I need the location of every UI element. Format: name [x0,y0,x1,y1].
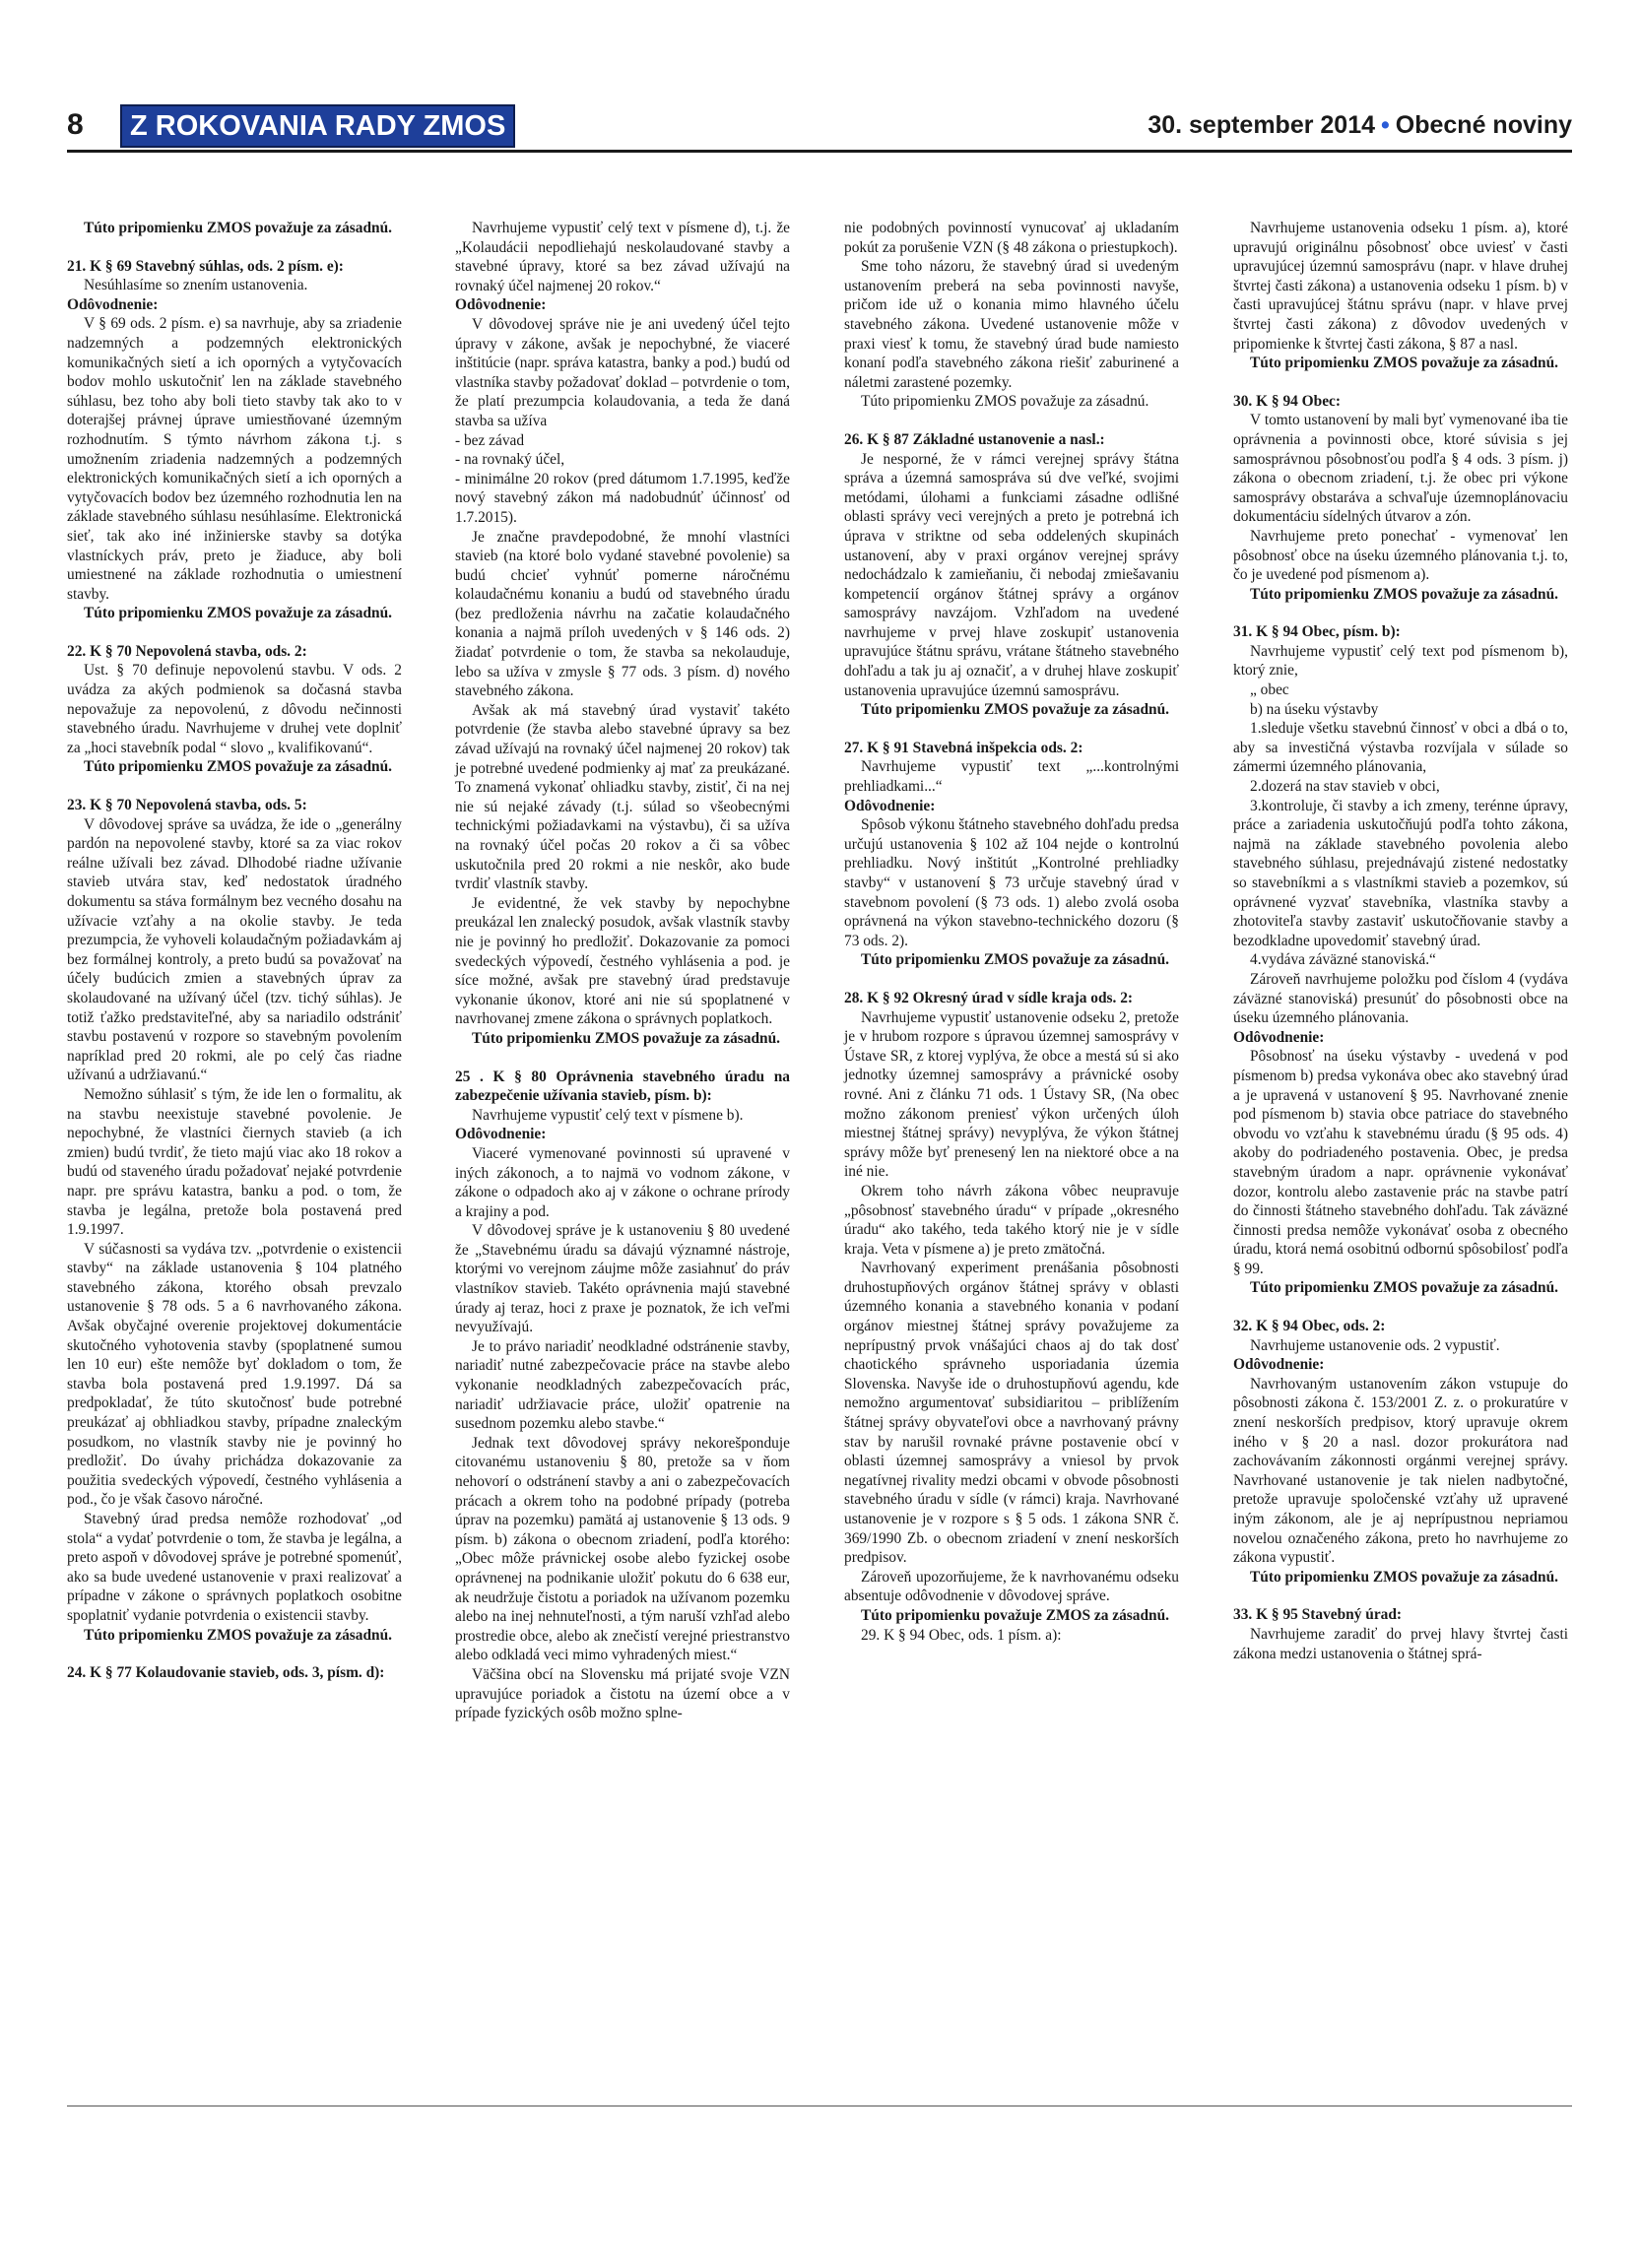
paragraph: V tomto ustanovení by mali byť vymenované iba tie oprávnenia a povinnosti obce, ktoré súvisia s jej samosprávnou pôsobnosťou podľa § 4 ods. 3 písm. j) zákona o obecnom zriadení, t.j. že obec pri výkone samosprávy obstaráva a schvaľuje územnoplánovaciu dokumentáciu sídelných útvarov a zón. [1233,412,1568,526]
issue-info [1148,102,1572,148]
paragraph: Navrhujeme vypustiť celý text v písmene b). [472,1106,744,1124]
section-heading: 28. K § 92 Okresný úrad v sídle kraja ods. 2: [844,989,1134,1006]
paragraph: Navrhujeme ustanovenie ods. 2 vypustiť. [1250,1336,1500,1354]
paragraph: V dôvodovej správe je k ustanoveniu § 80 uvedené že „Stavebnému úradu sa dávajú významné nástroje, ktorými vo verejnom záujme môže zasiahnuť do práv vlastníkov stavieb. Takéto oprávnenia majú stavebné úrady aj teraz, hoci z praxe je poznatok, že ich veľmi nevyužívajú. [455,1222,790,1336]
text-column-4 [1233,219,1568,1663]
section-heading: 30. K § 94 Obec: [1233,392,1342,410]
paragraph: „ obec [1250,681,1289,699]
paragraph: V dôvodovej správe sa uvádza, že ide o „generálny pardón na nepovolené stavby, ktoré sa za viac rokov reálne užívali bez závad. Dlhodobé riadne užívanie stavieb utvára stav, keď nedostatok úradného dokumentu sa stáva formálnym bez vecného dosahu na užívacie vzťahy a na okolie stavby. Je teda prezumpcia, že vyhoveli kolaudačným požiadavkám aj bez formálnej kontroly, a preto budú sa považovať na účely budúcich zmien a stavebných úprav za skolaudované na užívaný účel (tzv. tichý súhlas). Je totiž ťažko predstaviteľné, aby sa nariadilo odstrániť stavbu postavenú v rozpore so stavebným povolením napríklad pred 20 rokmi, ale po celý čas riadne užívanú a udržiavanú.“ [67,815,402,1084]
section-heading: 22. K § 70 Nepovolená stavba, ods. 2: [67,642,307,660]
issue-date: 30. september 2014 [1148,111,1376,139]
section-heading: 24. K § 77 Kolaudovanie stavieb, ods. 3, písm. d): [67,1664,385,1682]
paragraph: Ust. § 70 definuje nepovolenú stavbu. V ods. 2 uvádza za akých podmienok sa dočasná stavba nepovažuje za nepovolenú, z dôvodu nečinnosti stavebného úradu. Navrhujeme v druhej vete doplniť za „hoci stavebník podal “ slovo „ kvalifikovanú“. [67,662,402,756]
section-heading: 31. K § 94 Obec, písm. b): [1233,623,1401,641]
paragraph: - bez závad [455,431,525,449]
paragraph: Navrhovaný experiment prenášania pôsobnosti druhostupňových orgánov štátnej správy v oblasti územného konania a stavebného konania v podaní orgánov miestnej štátnej správy považujeme za neprípustný prvok vnášajúci chaos aj do tak dosť chaotického správneho usporiadania územia Slovenska. Navyše ide o druhostupňovú agendu, kde nemožno argumentovať subsidiaritou – priblížením štátnej správy obyvateľovi obce a navrhovaný právny stav by narušil rovnaké právne postavenie obcí v oblasti územnej samosprávy a vniesol by prvok negatívnej rivality medzi obcami v obvode pôsobnosti stavebného úradu v sídle (v rámci) kraja. Navrhované ustanovenie je v rozpore s § 5 ods. 1 zákona SNR č. 369/1990 Zb. o obecnom zriadení v znení neskorších predpisov. [844,1260,1179,1567]
verdict-line: Túto pripomienku ZMOS považuje za zásadnú. [1250,355,1558,372]
publication-name: Obecné noviny [1395,111,1572,139]
paragraph: Stavebný úrad predsa nemôže rozhodovať „od stola“ a vydať potvrdenie o tom, že stavba je legálna, a preto aspoň v dôvodovej správe je potrebné spomenúť, ako sa bude uvedené ustanovenie v praxi realizovať a prípadne v zákone o správnych poplatkoch osobitne spoplatniť vydanie potvrdenia o existencii stavby. [67,1511,402,1624]
text-column-2 [455,219,790,1723]
paragraph: Nemožno súhlasiť s tým, že ide len o formalitu, ak na stavbu neexistuje stavebné povolenie. Je nepochybné, že vlastníci čiernych stavieb (a ich zmien) budú tvrdiť, že tieto majú viac ako 18 rokov a budú od staveného úradu požadovať nejaké potvrdenie napr. pre správu katastra, banku a pod. o tom, že stavba je legálna, pretože bola postavená pred 1.9.1997. [67,1085,402,1239]
verdict-line: Túto pripomienku ZMOS považuje za zásadnú. [472,1029,780,1047]
text-column-1 [67,219,402,1683]
paragraph: 29. K § 94 Obec, ods. 1 písm. a): [861,1626,1062,1644]
paragraph: Je nesporné, že v rámci verejnej správy štátna správa a územná samospráva sú dve veľké, svojimi metódami, úlohami a funkciami zásadne odlišné oblasti správy veci verejných a preto je potrebná ich úprava v striktne od seba oddelených skupinách ustanovení, aby v praxi orgánov verejnej správy nedochádzalo k zamieňaniu, či nebodaj zmiešavaniu kompetencií orgánov štátnej správy a orgánov samosprávy navzájom. Vzhľadom na uvedené navrhujeme v prvej hlave zoskupiť ustanovenia upravujúce štátnu správu, vrátane štátneho stavebného dohľadu a tak ju aj označiť, a v druhej hlave zoskupiť ustanovenia upravujúce územnú samosprávu. [844,450,1179,699]
paragraph: - na rovnaký účel, [455,451,565,469]
page-header [67,102,1572,148]
verdict-line: Túto pripomienku považuje ZMOS za zásadnú. [861,1606,1169,1624]
section-heading: 25 . K § 80 Oprávnenia stavebného úradu na zabezpečenie užívania stavieb, písm. b): [455,1068,790,1105]
header-rule [67,150,1572,153]
paragraph: Pôsobnosť na úseku výstavby - uvedená v pod písmenom b) predsa vykonáva obec ako stavebný úrad a je upravená v ustanovení § 95. Navrhované znenie pod písmenom b) stavia obce patriace do stavebného obvodu vo vzťahu k stavebnému úradu (§ 95 ods. 4) akoby do podriadeného postavenia. Obec, je predsa stavebným úradom a napr. oprávnenie vykonávať dozor, kontrolu alebo zastavenie prác na stavbe patrí do činnosti štátneho stavebného dohľadu. Tak záväzné činnosti predsa nemôže vykonávať osoba z obecného úradu, ktorá nemá osobitnú odbornú spôsobilosť podľa § 99. [1233,1048,1568,1277]
paragraph: b) na úseku výstavby [1250,700,1379,718]
section-title: Z ROKOVANIA RADY ZMOS [120,104,515,148]
paragraph: 2.dozerá na stav stavieb v obci, [1250,778,1440,796]
page-number: 8 [67,108,84,141]
paragraph: Navrhujeme vypustiť celý text v písmene d), t.j. že „Kolaudácii nepodliehajú neskolaudované stavby a stavebné úpravy, ktoré sa bez závad užívajú na rovnaký účel najmenej 20 rokov.“ [455,220,790,294]
paragraph: Navrhujeme zaradiť do prvej hlavy štvrtej časti zákona medzi ustanovenia o štátnej sprá- [1233,1625,1568,1662]
verdict-line: Túto pripomienku ZMOS považuje za zásadnú. [861,951,1169,969]
verdict-line: Túto pripomienku ZMOS považuje za zásadnú. [1250,1568,1558,1586]
paragraph: Navrhujeme vypustiť ustanovenie odseku 2, pretože je v hrubom rozpore s úpravou územnej samosprávy v Ústave SR, z ktorej vyplýva, že obce a mestá sú si ako jednotky územnej samosprávy a právnické osoby rovné. Ani z článku 71 ods. 1 Ústavy SR, (Na obec možno zákonom preniesť výkon určených úloh miestnej štátnej správy) nevyplýva, že výkon štátnej správy môže byť prenesený len na niektoré obce a na iné nie. [844,1008,1179,1181]
paragraph: Odôvodnenie: [1233,1356,1325,1374]
paragraph: Je značne pravdepodobné, že mnohí vlastníci stavieb (na ktoré bolo vydané stavebné povolenie) sa budú chcieť vyhnúť pomerne náročnému kolaudačnému konaniu a budú od stavebného úradu (bez predloženia návrhu na začatie kolaudačného konania a najmä príloh uvedených v § 146 ods. 2) žiadať potvrdenie o tom, že stavba sa nekolauduje, lebo sa užíva v zmysle § 77 ods. 3 písm. d) nového stavebného zákona. [455,528,790,700]
text-column-3 [844,219,1179,1645]
paragraph: Je evidentné, že vek stavby by nepochybne preukázal len znalecký posudok, avšak vlastník stavby nie je povinný ho predložiť. Dokazovanie za pomoci svedeckých výpovedí, čestného vyhlásenia a pod. je síce možné, avšak pre stavebný úrad predstavuje vykonanie úkonov, ktoré ani nie sú spoplatnené v navrhovanej zmene zákona o správnych poplatkoch. [455,894,790,1028]
paragraph: Odôvodnenie: [1233,1028,1325,1046]
header-separator: • [1381,111,1390,139]
paragraph: Nesúhlasíme so znením ustanovenia. [84,277,308,294]
verdict-line: Túto pripomienku ZMOS považuje za zásadnú. [84,758,392,776]
section-heading: 33. K § 95 Stavebný úrad: [1233,1606,1403,1624]
paragraph: Jednak text dôvodovej správy nekorešponduje citovanému ustanoveniu § 80, pretože sa v ňom nehovorí o odstránení stavby a ani o zabezpečovacích prácach a okrem toho na podobné prípady (potreba úprav na pozemku) pamätá aj ustanovenie § 13 ods. 9 písm. b) zákona o obecnom zriadení, podľa ktorého: „Obec môže právnickej osobe alebo fyzickej osobe oprávnenej na podnikanie uložiť pokutu do 6 638 eur, ak neudržuje čistotu a poriadok na užívanom pozemku alebo na inej nehnuteľnosti, a tým naruší vzhľad alebo prostredie obce, alebo ak znečistí verejné priestranstvo alebo odkladá veci mimo vyhradených miest.“ [455,1434,790,1664]
paragraph: V súčasnosti sa vydáva tzv. „potvrdenie o existencii stavby“ na základe ustanovenia § 104 platného stavebného zákona, ktorého obsah prevzalo ustanovenie § 78 ods. 5 a 6 navrhovaného zákona. Avšak obyčajné overenie projektovej dokumentácie skutočného vyhotovenia stavby (spoplatnené sumou len 10 eur) ešte nemôže byť dokladom o tom, že stavba bola postavená pred 1.9.1997. Dá sa predpokladať, že túto skutočnosť bude potrebné preukázať aj obhliadkou stavby, prípadne znaleckým posudkom, no vlastník stavby nie je povinný ho predložiť. Do úvahy prichádza dokazovanie za použitia svedeckých výpovedí, čestného vyhlásenia a pod., čo je však časovo náročné. [67,1240,402,1509]
paragraph: Odôvodnenie: [67,295,159,313]
verdict-line: Túto pripomienku ZMOS považuje za zásadnú. [84,220,392,236]
verdict-line: Túto pripomienku ZMOS považuje za zásadnú. [1250,1279,1558,1297]
paragraph: Navrhujeme vypustiť celý text pod písmenom b), ktorý znie, [1233,642,1568,680]
paragraph: 1.sleduje všetku stavebnú činnosť v obci a dbá o to, aby sa investičná výstavba rozvíjala v súlade so zámermi územného plánovania, [1233,720,1568,776]
paragraph: Sme toho názoru, že stavebný úrad si uvedeným ustanovením preberá na seba povinnosti navyše, pričom ide už o konania mimo hlavného účelu stavebného zákona. Uvedené ustanovenie môže v praxi viesť k tomu, že stavebný úrad bude namiesto konaní podľa stavebného zákona riešiť zaburinené a náletmi zarastené pozemky. [844,258,1179,391]
section-heading: 23. K § 70 Nepovolená stavba, ods. 5: [67,797,307,814]
paragraph: 4.vydáva záväzné stanoviská.“ [1250,951,1436,969]
paragraph: - minimálne 20 rokov (pred dátumom 1.7.1995, keďže nový stavebný zákon má nadobudnúť účinnosť od 1.7.2015). [455,470,790,526]
paragraph: Túto pripomienku ZMOS považuje za zásadnú. [861,393,1149,411]
paragraph: Odôvodnenie: [455,296,547,314]
paragraph: V dôvodovej správe nie je ani uvedený účel tejto úpravy v zákone, avšak je nepochybné, že viaceré inštitúcie (napr. správa katastra, banky a pod.) budú od vlastníka stavby požadovať doklad – potvrdenie o tom, že platí prezumpcia kolaudovania, a teda že daná stavba sa užíva [455,315,790,429]
paragraph: Navrhujeme ustanovenia odseku 1 písm. a), ktoré upravujú originálnu pôsobnosť obce uviesť v časti upravujúcej územnú samosprávu (napr. v hlave druhej štvrtej časti zákona) a ustanovenia odseku 1 písm. b) v časti upravujúcej štátnu správu (napr. v hlave prvej štvrtej časti zákona) z dôvodov uvedených v pripomienke k štvrtej časti zákona, § 87 a nasl. [1233,220,1568,353]
paragraph: Spôsob výkonu štátneho stavebného dohľadu predsa určujú ustanovenia § 102 až 104 nejde o kontrolnú prehliadku. Nový inštitút „Kontrolné prehliadky stavby“ v ustanovení § 73 určuje stavebný úrad v stavebnom povolení (§ 73 ods. 1) alebo zvolá osoba oprávnená na výkon stavebno-technického dozoru (§ 73 ods. 2). [844,816,1179,949]
paragraph: Väčšina obcí na Slovensku má prijaté svoje VZN upravujúce poriadok a čistotu na území obce a v prípade fyzických osôb možno splne- [455,1665,790,1722]
paragraph: Viaceré vymenované povinnosti sú upravené v iných zákonoch, a to najmä vo vodnom zákone, v zákone o odpadoch ako aj v zákone o ochrane prírody a krajiny a pod. [455,1144,790,1220]
section-heading: 26. K § 87 Základné ustanovenie a nasl.: [844,430,1105,448]
paragraph: Navrhujeme vypustiť text „...kontrolnými prehliadkami...“ [844,758,1179,796]
paragraph: V § 69 ods. 2 písm. e) sa navrhuje, aby sa zriadenie nadzemných a podzemných elektronických komunikačných sietí a ich oporných a vytyčovacích bodov mohlo uskutočniť len na základe stavebného súhlasu, bez toho aby boli tieto stavby tak ako to v doterajšej právnej úprave umiestňované územným rozhodnutím. S týmto návrhom zákona t.j. s umožnením zriadenia nadzemných a podzemných elektronických komunikačných sietí a ich oporných a vytyčovacích bodov bez územného rozhodnutia len na základe stavebného súhlasu nesúhlasíme. Elektronická sieť, tak ako iné inžinierske stavby sa dotýka vlastníckych práv, preto je žiaduce, aby boli umiestnené na základe rozhodnutia o umiestnení stavby. [67,315,402,603]
verdict-line: Túto pripomienku ZMOS považuje za zásadnú. [1250,585,1558,603]
paragraph: Zároveň upozorňujeme, že k navrhovanému odseku absentuje odôvodnenie v dôvodovej správe. [844,1568,1179,1605]
section-heading: 21. K § 69 Stavebný súhlas, ods. 2 písm. e): [67,257,344,275]
paragraph: Je to právo nariadiť neodkladné odstránenie stavby, nariadiť nutné zabezpečovacie práce na stavbe alebo vykonanie neodkladných zabezpečovacích prác, nariadiť udržiavacie práce, uložiť opatrenie na susednom pozemku alebo stavbe.“ [455,1337,790,1433]
verdict-line: Túto pripomienku ZMOS považuje za zásadnú. [84,1626,392,1644]
paragraph: 3.kontroluje, či stavby a ich zmeny, terénne úpravy, práce a zariadenia uskutočňujú podľa tohto zákona, najmä na základe stavebného povolenia alebo stavebného súhlasu, prejednávajú zistené nedostatky so stavebníkmi a s vlastníkmi stavieb a pozemkov, sú oprávnené vyzvať stavebníka, vlastníka stavby a zhotoviteľa stavby zastaviť uskutočňovanie stavby a bezodkladne upovedomiť stavebný úrad. [1233,797,1568,949]
verdict-line: Túto pripomienku ZMOS považuje za zásadnú. [861,701,1169,719]
paragraph: Navrhujeme preto ponechať - vymenovať len pôsobnosť obce na úseku územného plánovania t.j. to, čo je uvedené pod písmenom a). [1233,527,1568,584]
paragraph: Zároveň navrhujeme položku pod číslom 4 (vydáva záväzné stanoviská) presunúť do pôsobnosti obce na úseku územného plánovania. [1233,970,1568,1027]
paragraph: Odôvodnenie: [844,797,936,814]
paragraph: Odôvodnenie: [455,1126,547,1143]
paragraph: Okrem toho návrh zákona vôbec neupravuje „pôsobnosť stavebného úradu“ v prípade „okresného úradu“ ako takého, teda takého ktorý nie je v sídle kraja. Veta v písmene a) je preto zmätočná. [844,1182,1179,1258]
paragraph: nie podobných povinností vynucovať aj ukladaním pokút za porušenie VZN (§ 48 zákona o priestupkoch). [844,220,1179,256]
paragraph: Navrhovaným ustanovením zákon vstupuje do pôsobnosti zákona č. 153/2001 Z. z. o prokuratúre v znení neskorších predpisov, ktorý upravuje okrem iného v § 20 a nasl. dozor prokurátora nad zachovávaním zákonnosti orgánmi verejnej správy. Navrhované ustanovenie je tak nielen nadbytočné, pretože upravuje spoločenské vzťahy už upravené iným zákonom, ale je aj neprípustnou nepriamou novelou označeného zákona, preto ho navrhujeme zo zákona vypustiť. [1233,1375,1568,1567]
section-heading: 32. K § 94 Obec, ods. 2: [1233,1318,1386,1335]
section-heading: 27. K § 91 Stavebná inšpekcia ods. 2: [844,739,1083,756]
verdict-line: Túto pripomienku ZMOS považuje za zásadnú. [84,605,392,622]
paragraph: Avšak ak má stavebný úrad vystaviť takéto potvrdenie (že stavba alebo stavebné úpravy sa bez závad užívajú na rovnaký účel najmenej 20 rokov) tak je potrebné uvedené podmienky aj mať za preukázané. To znamená vykonať ohliadku stavby, zistiť, či na nej nie sú nejaké závady (t.j. súlad so všeobecnými technickými požiadavkami na výstavbu), či sa užíva na rovnaký účel počas 20 rokov a či sa vôbec uskutočnila pred 20 rokmi a nie neskôr, ako bude tvrdiť vlastník stavby. [455,701,790,893]
